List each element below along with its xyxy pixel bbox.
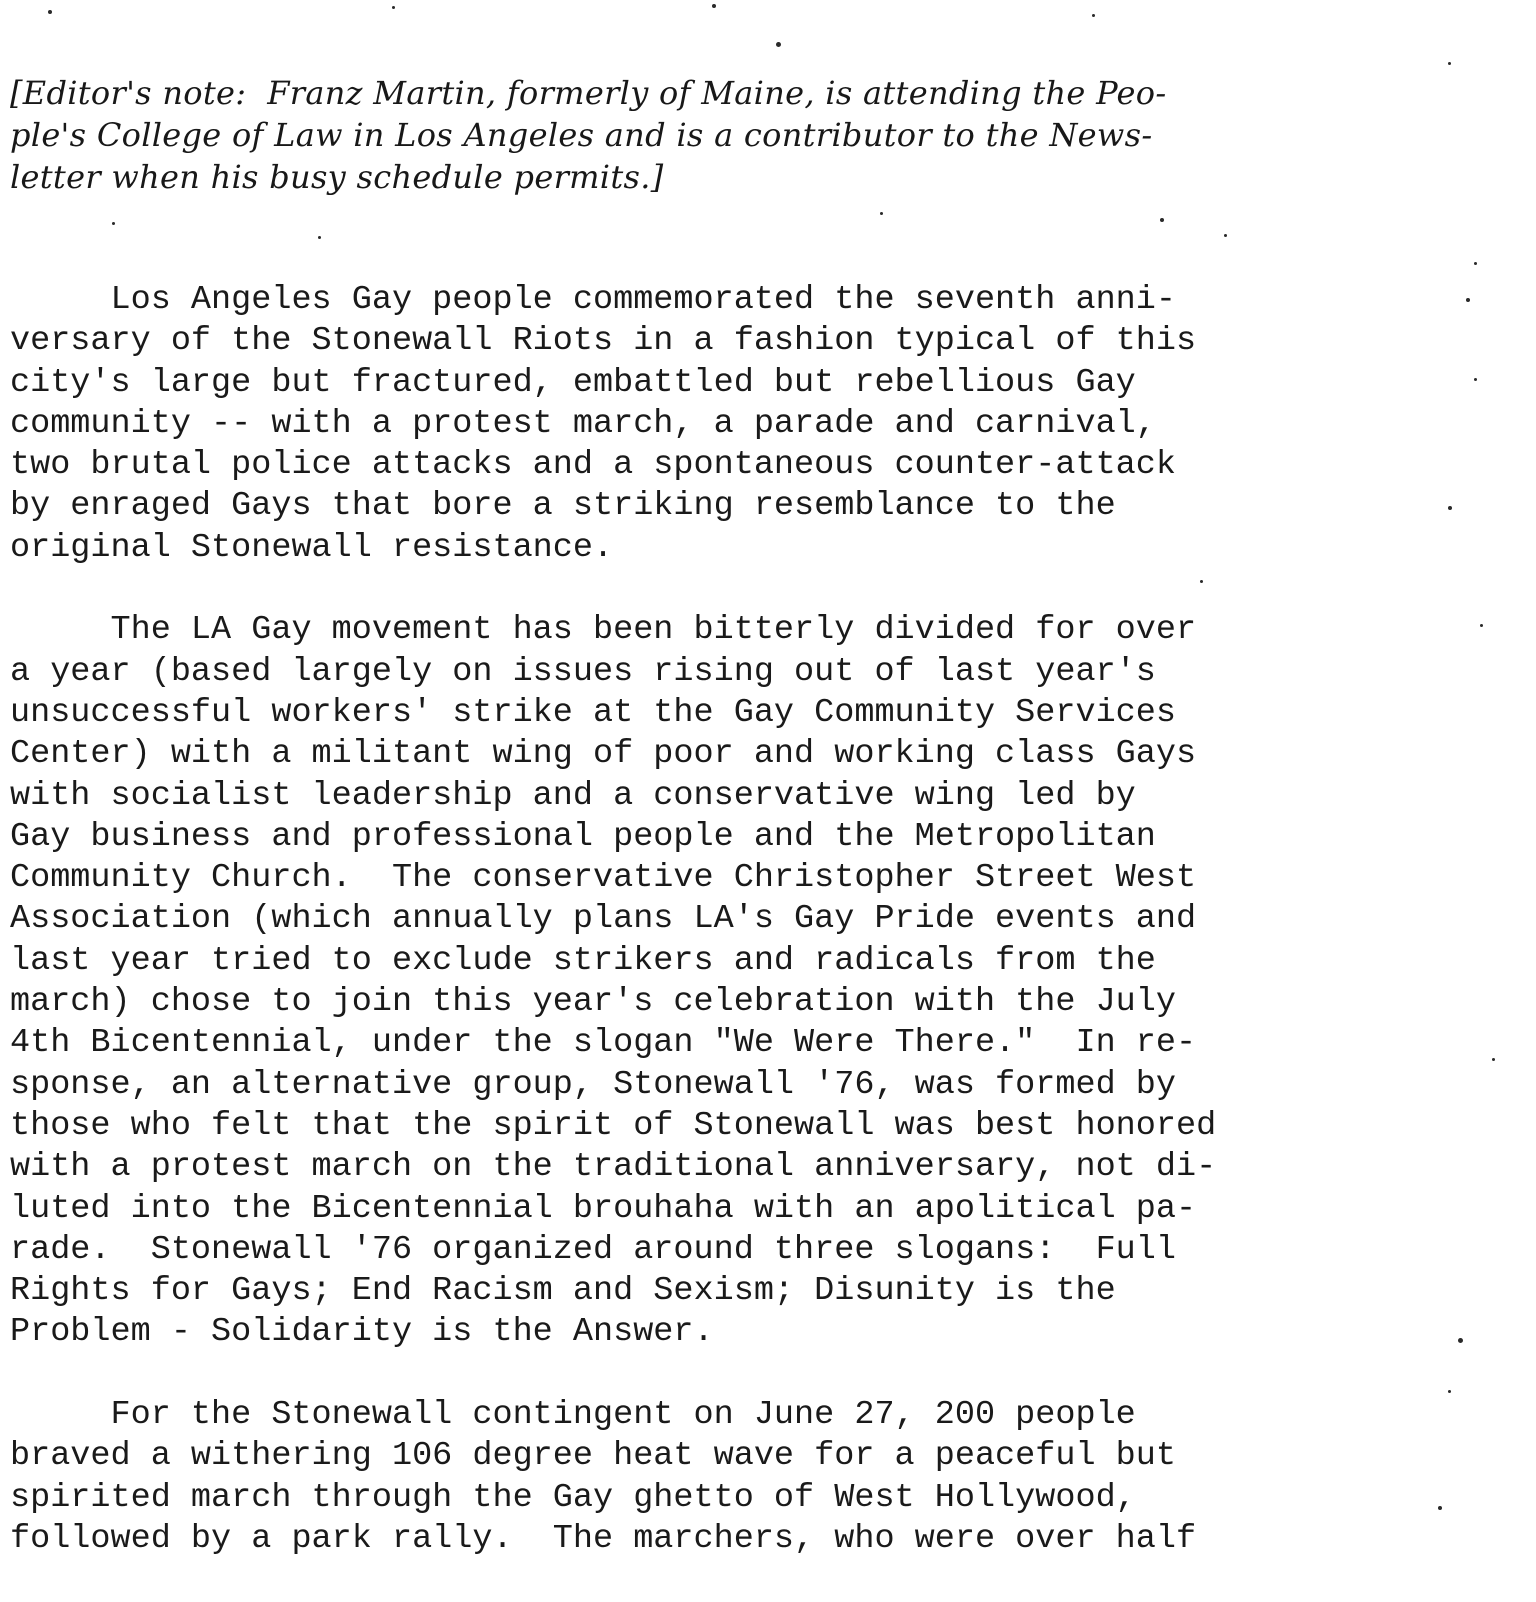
text-line: by enraged Gays that bore a striking resemblance to the: [10, 487, 1116, 526]
scan-speck: [1448, 62, 1451, 65]
scan-speck: [1200, 580, 1203, 583]
scan-speck: [776, 42, 781, 47]
text-line: Problem - Solidarity is the Answer.: [10, 1313, 714, 1352]
editor-note: [10, 72, 1510, 198]
scan-speck: [1092, 14, 1095, 17]
editor-note-line: [Editor's note: Franz Martin, formerly of Maine, is attending the Peo-: [10, 74, 1167, 112]
text-line: those who felt that the spirit of Stonewall was best honored: [10, 1106, 1217, 1145]
scan-speck: [1492, 1058, 1495, 1061]
paragraph-3: [10, 1395, 1530, 1560]
text-line: last year tried to exclude strikers and radicals from the: [10, 941, 1156, 980]
text-line: march) chose to join this year's celebration with the July: [10, 983, 1176, 1022]
text-line: sponse, an alternative group, Stonewall '76, was formed by: [10, 1065, 1176, 1104]
scan-speck: [392, 6, 395, 9]
text-line: city's large but fractured, embattled but rebellious Gay: [10, 363, 1136, 402]
editor-note-line: letter when his busy schedule permits.]: [10, 158, 664, 196]
text-line: with socialist leadership and a conservative wing led by: [10, 776, 1136, 815]
text-line: Gay business and professional people and the Metropolitan: [10, 817, 1156, 856]
scan-speck: [318, 236, 321, 239]
text-line: Rights for Gays; End Racism and Sexism; Disunity is the: [10, 1272, 1116, 1311]
scan-speck: [712, 4, 716, 8]
article-body: [10, 280, 1530, 1602]
text-line: braved a withering 106 degree heat wave for a peaceful but: [10, 1437, 1176, 1476]
text-line: spirited march through the Gay ghetto of West Hollywood,: [10, 1478, 1136, 1517]
scan-speck: [1474, 262, 1477, 265]
text-line: unsuccessful workers' strike at the Gay Community Services: [10, 693, 1176, 732]
paragraph-2: [10, 610, 1530, 1353]
scan-speck: [1438, 1506, 1442, 1510]
scan-speck: [880, 212, 883, 215]
text-line: versary of the Stonewall Riots in a fashion typical of this: [10, 322, 1197, 361]
scan-speck: [1474, 378, 1477, 381]
scan-speck: [1458, 1338, 1463, 1343]
text-line: followed by a park rally. The marchers, who were over half: [10, 1519, 1197, 1558]
editor-note-line: ple's College of Law in Los Angeles and is a contributor to the News-: [10, 116, 1153, 154]
text-line: with a protest march on the traditional anniversary, not di-: [10, 1148, 1217, 1187]
text-line: For the Stonewall contingent on June 27, 200 people: [10, 1396, 1136, 1435]
scan-speck: [48, 10, 52, 14]
scan-speck: [1448, 1390, 1451, 1393]
text-line: Center) with a militant wing of poor and working class Gays: [10, 735, 1197, 774]
scan-speck: [1224, 234, 1227, 237]
paragraph-1: [10, 280, 1530, 569]
text-line: original Stonewall resistance.: [10, 528, 614, 567]
text-line: rade. Stonewall '76 organized around three slogans: Full: [10, 1230, 1176, 1269]
text-line: 4th Bicentennial, under the slogan "We Were There." In re-: [10, 1024, 1197, 1063]
text-line: luted into the Bicentennial brouhaha with an apolitical pa-: [10, 1189, 1197, 1228]
text-line: a year (based largely on issues rising out of last year's: [10, 652, 1156, 691]
scan-speck: [1160, 218, 1164, 222]
text-line: Los Angeles Gay people commemorated the seventh anni-: [10, 281, 1176, 319]
scan-speck: [1480, 624, 1483, 627]
text-line: two brutal police attacks and a spontaneous counter-attack: [10, 446, 1176, 485]
scan-speck: [1466, 298, 1470, 302]
scan-speck: [1448, 506, 1452, 510]
scan-speck: [112, 222, 115, 225]
text-line: The LA Gay movement has been bitterly divided for over: [10, 611, 1197, 650]
text-line: community -- with a protest march, a parade and carnival,: [10, 404, 1156, 443]
text-line: Association (which annually plans LA's Gay Pride events and: [10, 900, 1197, 939]
text-line: Community Church. The conservative Christopher Street West: [10, 859, 1197, 898]
